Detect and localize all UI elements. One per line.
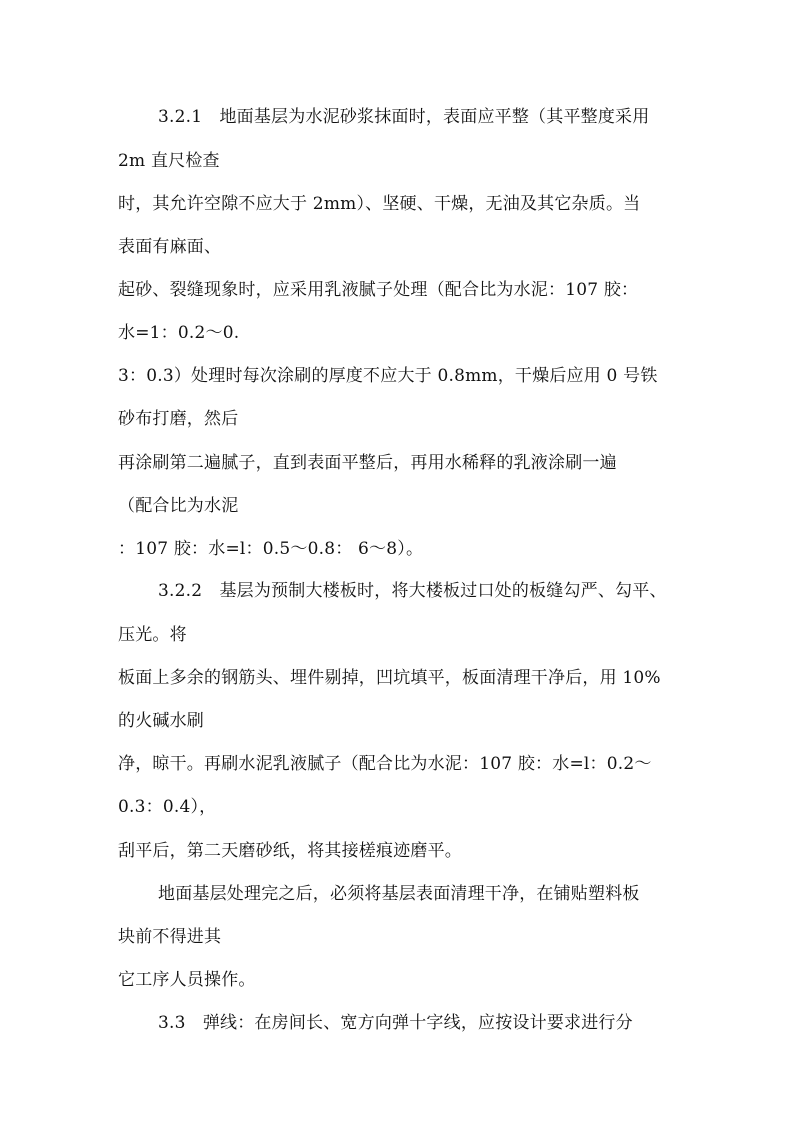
text-line: ：107 胶：水=l：0.5～0.8： 6～8）。 bbox=[118, 539, 424, 559]
text-line: 地面基层处理完之后，必须将基层表面清理干净，在铺贴塑料板 bbox=[158, 884, 640, 904]
text-line: 刮平后，第二天磨砂纸，将其接槎痕迹磨平。 bbox=[118, 841, 462, 861]
text-line: 水=1：0.2～0. bbox=[118, 323, 240, 343]
text-line: （配合比为水泥 bbox=[118, 496, 239, 516]
text-line: 砂布打磨，然后 bbox=[118, 409, 239, 429]
text-line: 它工序人员操作。 bbox=[118, 970, 256, 990]
text-line: 3.3 弹线：在房间长、宽方向弹十字线，应按设计要求进行分 bbox=[158, 1013, 633, 1033]
text-line: 3.2.1 地面基层为水泥砂浆抹面时，表面应平整（其平整度采用 bbox=[158, 107, 650, 127]
text-line: 3.2.2 基层为预制大楼板时，将大楼板过口处的板缝勾严、勾平、 bbox=[158, 581, 667, 601]
text-line: 2m 直尺检查 bbox=[118, 151, 220, 171]
text-line: 0.3：0.4）， bbox=[118, 797, 217, 817]
text-line: 板面上多余的钢筋头、埋件剔掉，凹坑填平，板面清理干净后，用 10% bbox=[118, 668, 661, 688]
text-line: 净，晾干。再刷水泥乳液腻子（配合比为水泥：107 胶：水=l：0.2～ bbox=[118, 754, 652, 774]
text-line: 的火碱水刷 bbox=[118, 711, 204, 731]
text-line: 3：0.3）处理时每次涂刷的厚度不应大于 0.8mm，干燥后应用 0 号铁 bbox=[118, 366, 658, 386]
text-line: 表面有麻面、 bbox=[118, 237, 222, 257]
text-line: 压光。将 bbox=[118, 625, 187, 645]
text-line: 起砂、裂缝现象时，应采用乳液腻子处理（配合比为水泥：107 胶： bbox=[118, 280, 639, 300]
text-line: 时，其允许空隙不应大于 2mm）、坚硬、干燥，无油及其它杂质。当 bbox=[118, 194, 641, 214]
text-line: 再涂刷第二遍腻子，直到表面平整后，再用水稀释的乳液涂刷一遍 bbox=[118, 453, 617, 473]
text-line: 块前不得进其 bbox=[118, 927, 222, 947]
